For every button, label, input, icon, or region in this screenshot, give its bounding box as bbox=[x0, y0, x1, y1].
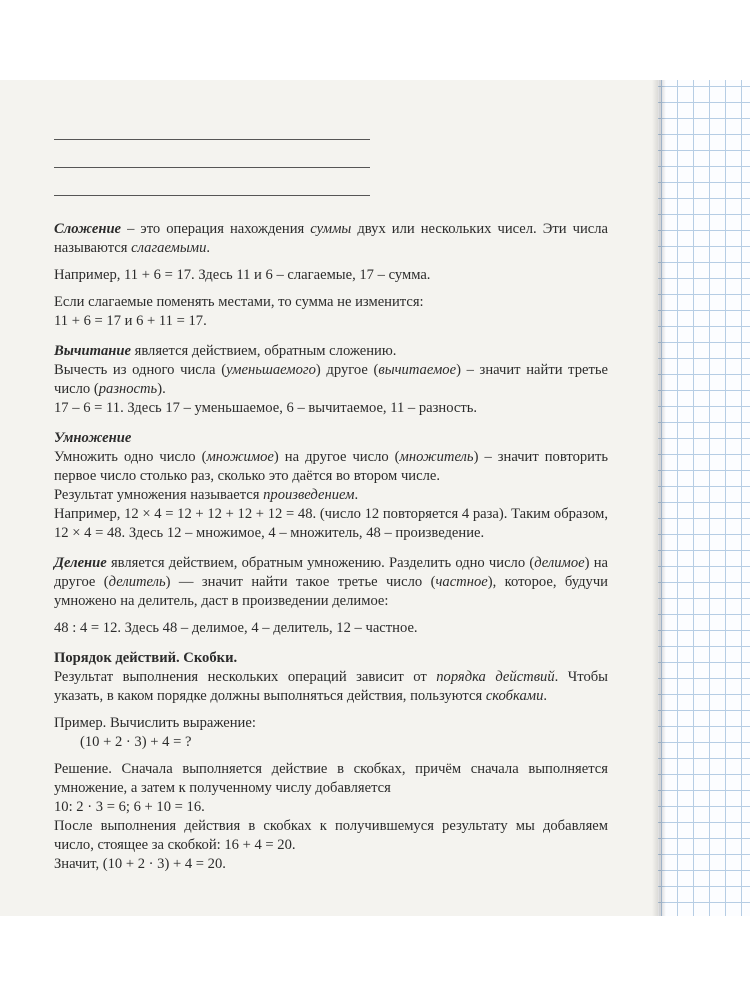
order-conclusion: Значит, (10 + 2 · 3) + 4 = 20. bbox=[54, 856, 226, 872]
lesson-text bbox=[54, 220, 608, 874]
addition-definition: Сложение – это операция нахождения суммы двух или нескольких чисел. Эти числа называются слагаемыми. bbox=[54, 221, 609, 256]
order-definition: Результат выполнения нескольких операций зависит от порядка действий. Чтобы указать, в каком порядке должны выполняться действия, пользуются скобками. bbox=[54, 669, 608, 704]
division-term: Деление bbox=[54, 555, 107, 571]
subtraction-term: Вычитание bbox=[54, 343, 131, 359]
addition-term: Сложение bbox=[54, 221, 122, 237]
order-heading: Порядок действий. Скобки. bbox=[54, 650, 238, 666]
writing-line-3 bbox=[54, 195, 370, 196]
order-after: После выполнения действия в скобках к получившемуся результату мы добавляем число, стоящее за скобкой: 16 + 4 = 20. bbox=[54, 818, 608, 853]
multiplication-result: Результат умножения называется произведением. bbox=[54, 487, 359, 503]
order-expression: (10 + 2 · 3) + 4 = ? bbox=[80, 734, 192, 750]
addition-rule: Если слагаемые поменять местами, то сумма не изменится: bbox=[54, 294, 424, 310]
order-solution-calc: 10: 2 · 3 = 6; 6 + 10 = 16. bbox=[54, 799, 205, 815]
writing-line-2 bbox=[54, 167, 370, 168]
subtraction-definition: Вычесть из одного числа (уменьшаемого) другое (вычитаемое) – значит найти третье число (разность). bbox=[54, 362, 609, 397]
graph-paper-page bbox=[658, 80, 750, 916]
addition-rule-example: 11 + 6 = 17 и 6 + 11 = 17. bbox=[54, 313, 207, 329]
subtraction-example: 17 – 6 = 11. Здесь 17 – уменьшаемое, 6 – вычитаемое, 11 – разность. bbox=[54, 400, 478, 416]
division-example: 48 : 4 = 12. Здесь 48 – делимое, 4 – делитель, 12 – частное. bbox=[54, 620, 418, 636]
addition-example: Например, 11 + 6 = 17. Здесь 11 и 6 – слагаемые, 17 – сумма. bbox=[54, 267, 431, 283]
page-crease bbox=[652, 80, 666, 916]
writing-line-1 bbox=[54, 139, 370, 140]
multiplication-definition: Умножить одно число (множимое) на другое число (множитель) – значит повторить первое число столько раз, сколько это даётся во втором числе. bbox=[54, 449, 608, 484]
multiplication-example: Например, 12 × 4 = 12 + 12 + 12 + 12 = 48. (число 12 повторяется 4 раза). Таким образом, 12 × 4 = 48. Здесь 12 – множимое, 4 – множитель, 48 – произведение. bbox=[54, 506, 608, 541]
subtraction-intro: Вычитание является действием, обратным сложению. bbox=[54, 343, 397, 359]
order-task: Пример. Вычислить выражение: bbox=[54, 715, 256, 731]
multiplication-heading: Умножение bbox=[54, 430, 132, 446]
order-solution: Решение. Сначала выполняется действие в скобках, причём сначала выполняется умножение, а затем к полученному числу добавляется bbox=[54, 761, 608, 796]
division-definition: Деление является действием, обратным умножению. Разделить одно число (делимое) на другое (делитель) — значит найти такое третье число (частное), которое, будучи умножено на делитель, даст в произведении делимое: bbox=[54, 555, 609, 609]
